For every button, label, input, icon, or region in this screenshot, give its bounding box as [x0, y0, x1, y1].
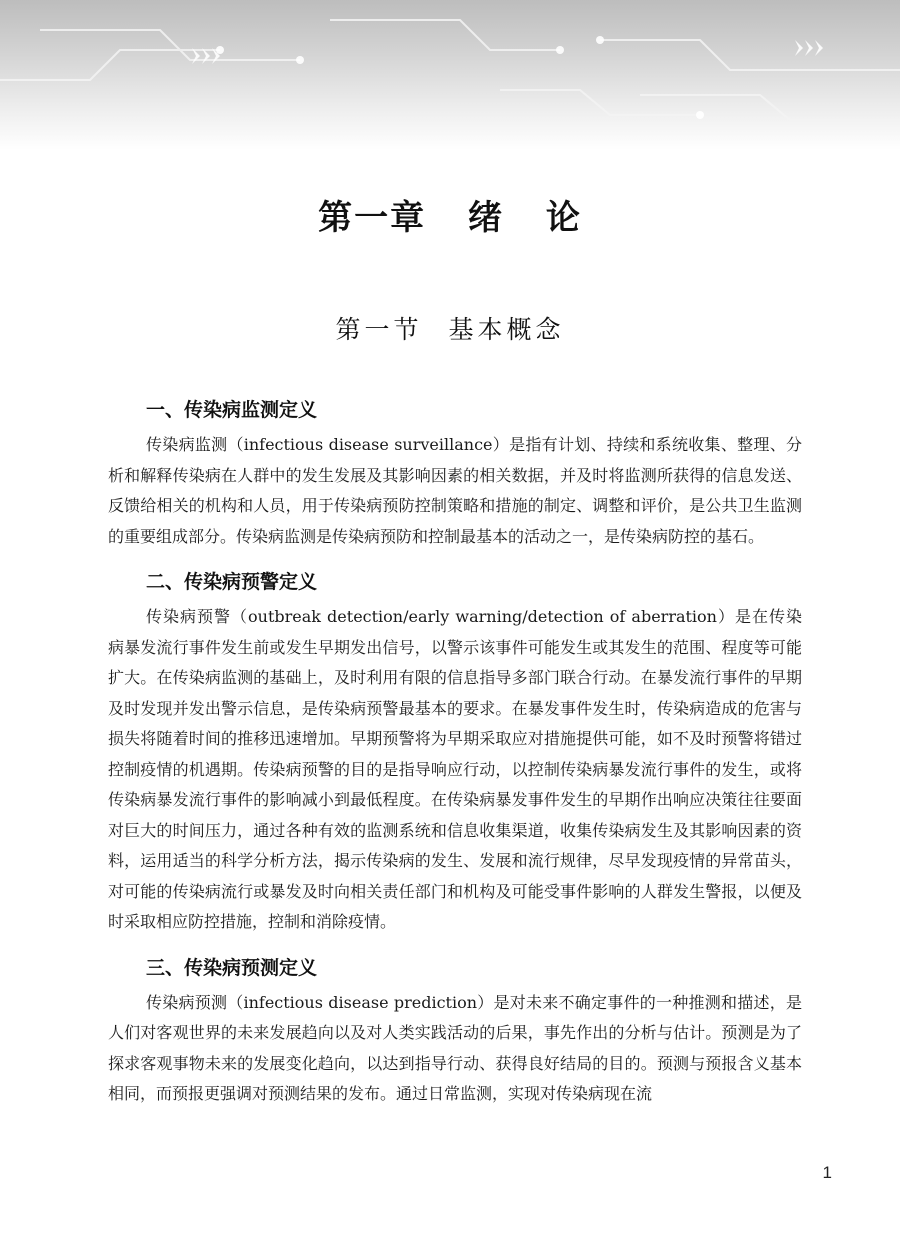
section-title: 第一节 基本概念	[335, 315, 565, 344]
paragraph-prediction: 传染病预测（infectious disease prediction）是对未来不确定事件的一种推测和描述，是人们对客观世界的未来发展趋向以及对人类实践活动的后果，事先作出的分析与估计。预测是为了探求客观事物未来的发展变化趋向，以达到指导行动、获得良好结局的目的。预测与预报含义基本相同，而预报更强调对预测结果的发布。通过日常监测，实现对传染病现在流	[108, 992, 802, 1103]
circuit-pattern-icon	[0, 0, 900, 150]
body-content	[108, 390, 802, 1120]
chapter-title: 第一章 绪 论	[318, 198, 582, 238]
page-number: 1	[822, 1163, 832, 1182]
paragraph-surveillance: 传染病监测（infectious disease surveillance）是指有计划、持续和系统收集、整理、分析和解释传染病在人群中的发生发展及其影响因素的相关数据，并及时将监测所获得的信息发送、反馈给相关的机构和人员，用于传染病预防控制策略和措施的制定、调整和评价，是公共卫生监测的重要组成部分。传染病监测是传染病预防和控制最基本的活动之一，是传染病防控的基石。	[108, 435, 802, 546]
paragraph-warning: 传染病预警（outbreak detection/early warning/detection of aberration）是在传染病暴发流行事件发生前或发生早期发出信号，以警示该事件可能发生或其发生的范围、程度等可能扩大。在传染病监测的基础上，及时利用有限的信息指导多部门联合行动。在暴发流行事件的早期及时发现并发出警示信息，是传染病预警最基本的要求。在暴发事件发生时，传染病造成的危害与损失将随着时间的推移迅速增加。早期预警将为早期采取应对措施提供可能，如不及时预警将错过控制疫情的机遇期。传染病预警的目的是指导响应行动，以控制传染病暴发流行事件的发生，或将传染病暴发流行事件的影响减小到最低程度。在传染病暴发事件发生的早期作出响应决策往往要面对巨大的时间压力，通过各种有效的监测系统和信息收集渠道，收集传染病发生及其影响因素的资料，运用适当的科学分析方法，揭示传染病的发生、发展和流行规律，尽早发现疫情的异常苗头，对可能的传染病流行或暴发及时向相关责任部门和机构及可能受事件影响的人群发生警报，以便及时采取相应防控措施，控制和消除疫情。	[108, 607, 802, 931]
subsection-heading-prediction: 三、传染病预测定义	[146, 956, 318, 979]
subsection-heading-surveillance: 一、传染病监测定义	[146, 399, 318, 421]
subsection-heading-warning: 二、传染病预警定义	[146, 571, 318, 593]
header-decoration-band	[0, 0, 900, 150]
